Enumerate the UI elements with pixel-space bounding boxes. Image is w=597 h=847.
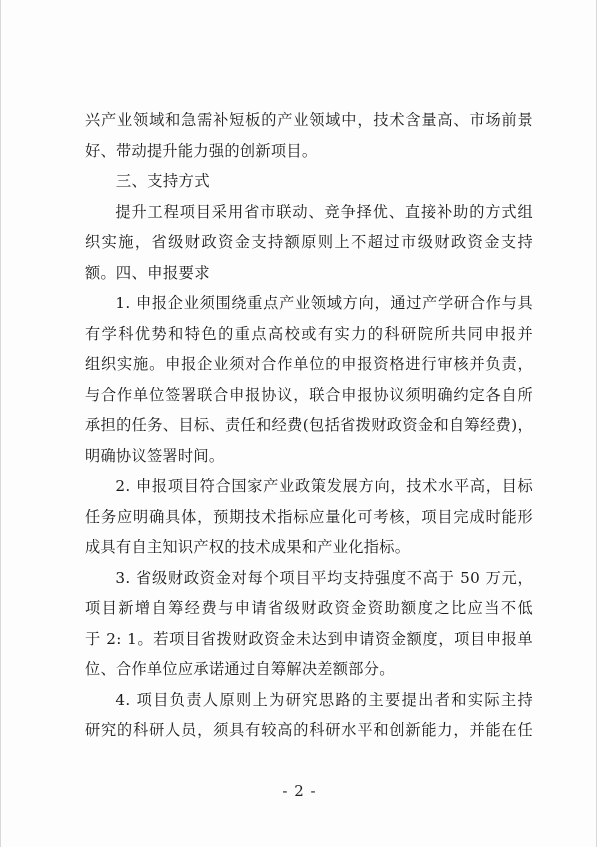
text-line: 于 2: 1。若项目省拨财政资金未达到申请资金额度，项目申报单: [85, 629, 533, 648]
section-heading-requirements: 四、申报要求: [115, 263, 210, 282]
text-line: 织实施，省级财政资金支持额原则上不超过市级财政资金支持额。: [85, 233, 533, 282]
text-line: 4. 项目负责人原则上为研究思路的主要提出者和实际主持: [115, 690, 533, 709]
text-line: 位、合作单位应承诺通过自筹解决差额部分。: [85, 660, 395, 678]
document-body: [85, 105, 533, 746]
paragraph-continuation: [85, 105, 533, 166]
text-line: 3. 省级财政资金对每个项目平均支持强度不高于 50 万元，: [115, 568, 533, 587]
text-line: 兴产业领域和急需补短板的产业领域中，技术含量高、市场前景: [85, 111, 533, 129]
text-line: 成具有自主知识产权的技术成果和产业化指标。: [85, 538, 411, 556]
text-line: 好、带动提升能力强的创新项目。: [85, 141, 318, 160]
paragraph-requirement-2: [85, 471, 533, 563]
text-line: 承担的任务、目标、责任和经费(包括省拨财政资金和自筹经费)，: [85, 416, 533, 434]
section-heading-support-method: 三、支持方式: [115, 172, 210, 190]
page-number: - 2 -: [282, 782, 317, 800]
text-line: 项目新增自筹经费与申请省级财政资金资助额度之比应当不低: [85, 599, 533, 617]
text-line: 2. 申报项目符合国家产业政策发展方向，技术水平高，目标: [115, 477, 533, 495]
text-line: 提升工程项目采用省市联动、竞争择优、直接补助的方式组: [115, 202, 533, 221]
paragraph-requirement-1: [85, 288, 533, 471]
text-line: 任务应明确具体，预期技术指标应量化可考核，项目完成时能形: [85, 507, 533, 526]
text-line: 明确协议签署时间。: [85, 446, 225, 465]
text-line: 有学科优势和特色的重点高校或有实力的科研院所共同申报并: [85, 324, 533, 343]
text-line: 研究的科研人员，须具有较高的科研水平和创新能力，并能在任: [85, 721, 533, 739]
text-line: 组织实施。申报企业须对合作单位的申报资格进行审核并负责，: [85, 355, 533, 373]
paragraph-requirement-4: [85, 685, 533, 746]
text-line: 与合作单位签署联合申报协议，联合申报协议须明确约定各自所: [85, 385, 533, 404]
paragraph-requirement-3: [85, 563, 533, 685]
text-line: 1. 申报企业须围绕重点产业领域方向，通过产学研合作与具: [115, 294, 533, 312]
